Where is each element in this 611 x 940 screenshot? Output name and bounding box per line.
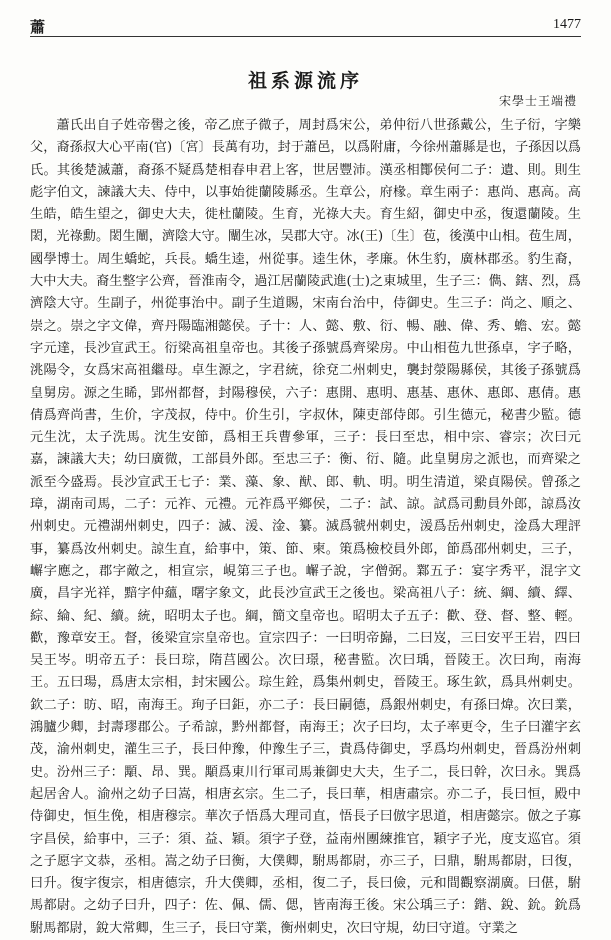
- author-line: 宋學士王端禮: [498, 94, 577, 108]
- running-header: [30, 12, 581, 36]
- header-rule: [30, 36, 581, 37]
- header-surname: 蕭: [30, 18, 46, 36]
- page-title: 祖系源流序: [247, 70, 363, 92]
- body-text: [30, 115, 581, 936]
- page-number: 1477: [553, 17, 581, 32]
- body-paragraph: 蕭氏出自子姓帝嚳之後，帝乙庶子微子，周封爲宋公，弟仲衍八世孫戴公，生子衍，字樂父，裔孫叔大心平南(官)〔宮〕長萬有功，封于蕭邑，以爲附庸，今徐州蕭縣是也，子孫因以爲氏。其後楚滅蕭，裔孫不疑爲楚相春申君上客，世居豐沛。漢丞相酇侯何二子：遺、則。則生彪字伯文，諫議大夫、侍中，以事始徙蘭陵縣丞。生章公，府椽。章生兩子：惠尚、惠高。高生皓，皓生望之，御史大夫，徙杜蘭陵。生育，光祿大夫。育生紹，御史中丞，復還蘭陵。生閎，光祿勳。閎生闡，濟陰大守。闡生冰，吴郡大守。冰(王)〔生〕苞，後漢中山相。苞生周，國學博士。周生蟜蛇，兵長。蟜生逵，州從事。逵生休，孝廉。休生豹，廣林郡丞。豹生裔，大中大夫。裔生整字公齊，晉淮南令，過江居蘭陵武進(士)之東城里，生子三：儁、鎋、烈，爲濟陰大守。生副子，州從事治中。副子生道賜，宋南台治中，侍御史。生三子：尚之、順之、崇之。崇之字文偉，齊丹陽臨湘懿侯。子十：人、懿、敷、衍、暢、融、偉、秀、蟾、宏。懿字元達，長沙宣武王。衍梁高祖皇帝也。其後子孫號爲齊梁房。中山相苞九世孫卓，字子略，洮陽令，女爲宋高祖繼母。卓生源之，字君統，徐兗二州刺史，襲封滎陽縣侯，其後子孫號爲皇舅房。源之生睎，郢州都督，封陽穆侯，六子：惠開、惠明、惠基、惠休、惠郎、惠倩。惠倩爲齊尚書，生价，字茂叔，侍中。价生引，字叔休，陳吏部侍郎。引生德元，秘書少監。德元生沈，太子洗馬。沈生安節，爲相王兵曹參軍，三子：長曰至忠，相中宗、睿宗；次曰元嘉，諫議大夫；幼曰廣微，工部員外郎。至忠三子：衡、衍、隨。此皇舅房之派也，而齊梁之派至今盛焉。長沙宣武王七子：業、藻、象、猷、郎、軌、明。明生清道，梁貞陽侯。曾孫之璋，湖南司馬，二子：元祚、元禮。元祚爲平鄉侯，二子：試、諒。試爲司勳員外郎，諒爲汝州刺史。元禮湖州刺史，四子：滅、湲、淦、纂。滅爲虢州刺史，湲爲岳州刺史，淦爲大理評事，纂爲汝州刺史。諒生直，給事中，策、節、柬。策爲檢校員外郎，節爲邵州刺史，三子，嶰字應之，郡字敵之，相宣宗，峴第三子也。嶰子說，字僧弼。鄴五子：宴字秀平，混字文廣，昌字光祥，黯字仲蘊，曙字象文，此長沙宣武王之後也。梁高祖八子：統、綱、續、繹、綜、綸、紀、續。統，昭明太子也。綱，簡文皇帝也。昭明太子五子：歡、登、督、整、輕。歡，豫章安王。督，後梁宣宗皇帝也。宣宗四子：一曰明帝巋，二曰岌，三曰安平王岩，四曰吴王岑。明帝五子：長曰琮，隋莒國公。次曰璟，秘書監。次曰瑀，晉陵王。次曰珣，南海王。五曰瑒，爲唐太宗相，封宋國公。琮生銓，爲集州刺史，晉陵王。琢生欽，爲具州刺史。欽二子：昉、昭，南海王。珣子曰鉅，亦二子：長曰嗣德，爲銀州刺史，有孫曰煒。次曰業，鴻臚少卿，封壽璆郡公。子希諒，黔州都督，南海王；次子曰均，太子率更令，生子曰灌字玄茂，渝州刺史，灌生三子，長曰仲豫，仲豫生子三，貴爲侍御史，孚爲均州刺史，晉爲汾州刺史。汾州三子：顒、昂、巽。顒爲東川行軍司馬兼御史大夫，生子二，長曰幹，次曰永。巽爲起居舍人。渝州之幼子曰嵩，相唐玄宗。生二子，長曰華，相唐肅宗。亦二子，長曰恒，殿中侍御史，恒生俛，相唐穆宗。華次子悟爲大理司直，悟長子曰倣字思道，相唐懿宗。倣之子寡字昌侯，給事中，三子：須、益、穎。須字子登，益南州團練推官，穎字子光，度支巡官。須之子愿字文恭，丞相。嵩之幼子曰衡，大僕卿，駙馬都尉，亦三子，曰鼎，駙馬都尉，曰復，曰升。復字復宗，相唐德宗，升大僕卿，丞相，復二子，長曰儉，元和間觀察湖廣。曰偡，駙馬都尉。之幼子曰升，四子：佐、佩、儒、偲，皆南海王後。宋公瑀三子：鍇、銳、鈗。鈗爲駙馬都尉，銳大常卿，生三子，長曰守業，衡州刺史，次曰守規，幼曰守道。守業之: [30, 118, 581, 936]
